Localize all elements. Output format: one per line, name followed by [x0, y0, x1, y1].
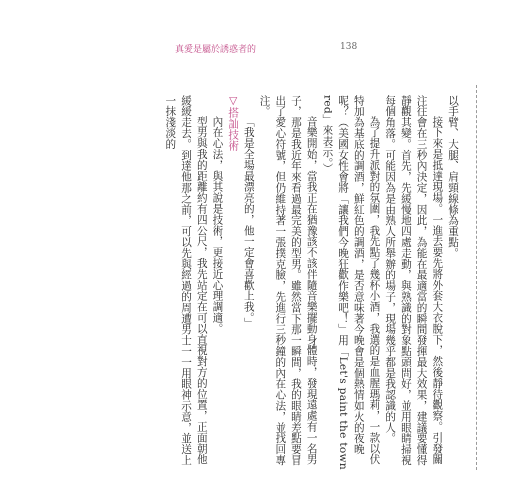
paragraph: 音樂開始，當我正在猶豫該不該伴隨音樂擺動身體時，發現遠處有一名男子，那是我近年來看過最完美的型男。雖然當下那一瞬間，我的眼睛差點要冒出了愛心符號，但仍維持著一張撲克臉，先進行三秒鐘的內在心法，並找回專注。	[258, 95, 318, 466]
body-text	[120, 95, 460, 475]
paragraph: 接下來是抵達現場。一進去要先將外套大衣脫下，然後靜待觀察。引發關注往會在三秒內決定，因此，為能在最適當的瞬間發揮最大效果，建議要懂得靜觀其變。首先，先緩慢地四處走動，與熟識的對象點頭問好，並用眼睛掃視每個角落。可能因為是由熟人所舉辦的場子，現場幾乎都是我認識的人。	[384, 95, 444, 466]
margin-dashed-rule	[476, 85, 478, 470]
header-title: 真愛是屬於誘惑者的	[175, 45, 257, 55]
section-heading: ▽搭訕技術	[227, 95, 240, 151]
page-number: 138	[340, 42, 358, 52]
quote-paragraph: 「我是全場最漂亮的，他一定會喜歡上我。」	[242, 116, 255, 329]
paragraph: 以手臂、大腿、肩頸線條為重點。	[447, 95, 459, 259]
paragraph: 型男與我的距離約有四公尺，我先站定在可以直視對方的位置，正面朝他緩緩走去。到達他那之前，可以先與經過的周遭男士一一用眼神示意，並送上一抹淺淡的	[164, 95, 208, 466]
paragraph: 為了提升派對的氛圍，我先點了幾杯小酒，我選的是血腥瑪莉，一款以伏特加為基底的調酒，鮮紅色的調酒，是否意味著今晚會是個熱情如火的夜晚呢？（美國女性會將「讓我們今晚狂歡作樂吧！」用「Let's paint the town red」來表示。）	[321, 95, 381, 471]
paragraph: 內在心法，與其說是技術，更接近心理調適。	[211, 116, 224, 335]
